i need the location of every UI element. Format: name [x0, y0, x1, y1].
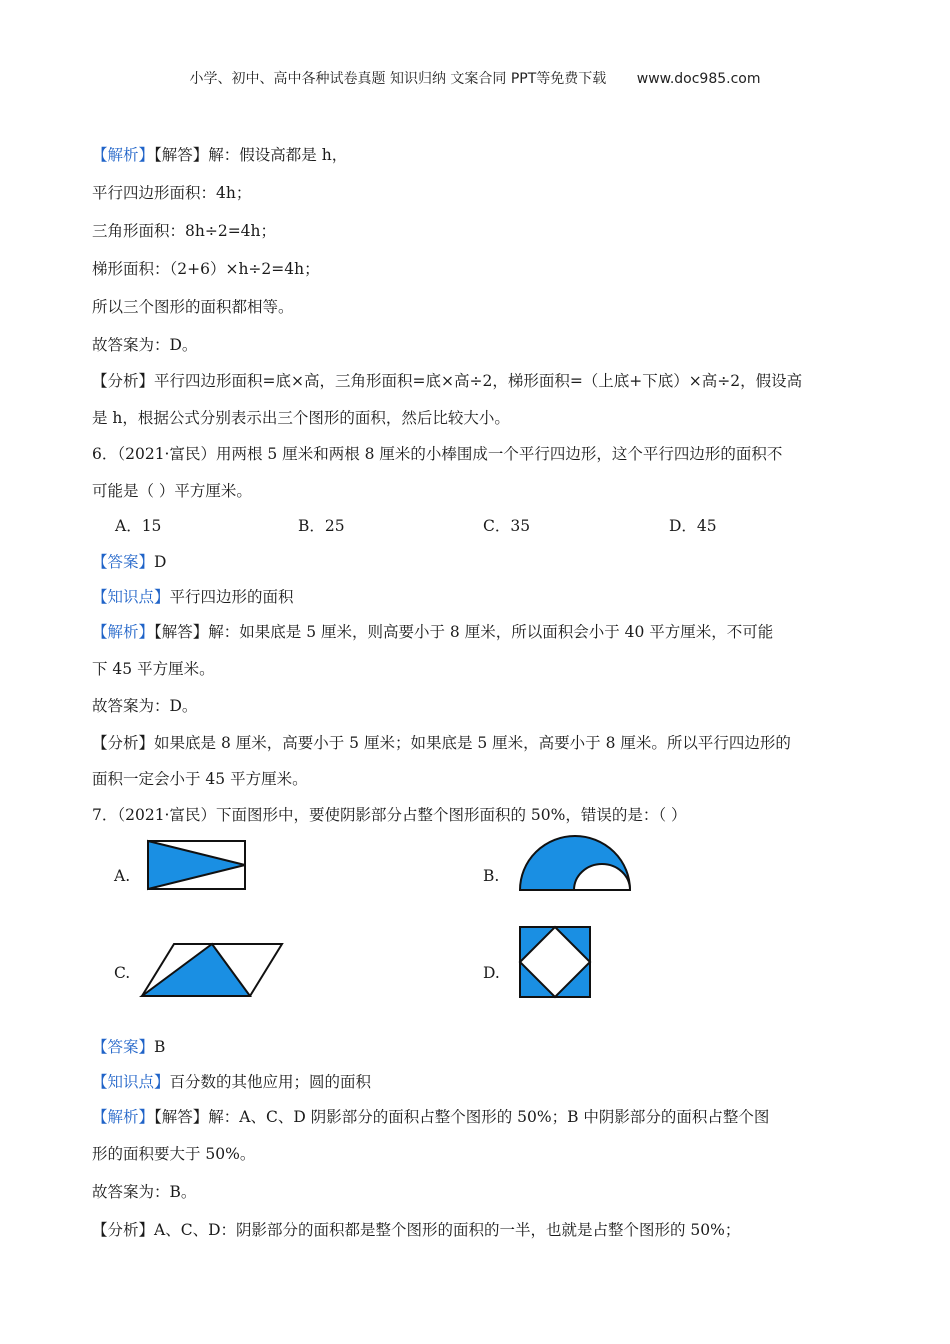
q7-knowledge-line — [92, 1071, 371, 1093]
prev-solution-line-1 — [92, 144, 347, 166]
q7-solution-2: 形的面积要大于 50%。 — [92, 1145, 256, 1163]
q6-solution-2: 下 45 平方厘米。 — [92, 660, 215, 678]
q6-analysis-1: 如果底是 8 厘米，高要小于 5 厘米；如果底是 5 厘米，高要小于 8 厘米。所以平行四边形的 — [154, 734, 791, 752]
q6-knowledge: 平行四边形的面积 — [169, 588, 294, 606]
prev-text-1: 解：假设高都是 h， — [208, 146, 348, 164]
q7-analysis-1: A、C、D：阴影部分的面积都是整个图形的面积的一半，也就是占整个图形的 50%； — [154, 1221, 741, 1239]
tag-fenxi: 【分析】 — [92, 372, 155, 390]
tag-fenxi: 【分析】 — [92, 734, 155, 752]
q6-conclusion: 故答案为：D。 — [92, 697, 198, 715]
tag-fenxi: 【分析】 — [92, 1221, 155, 1239]
q6-stem-1: 6．（2021·富民）用两根 5 厘米和两根 8 厘米的小棒围成一个平行四边形，这个平行四边形的面积不 — [92, 445, 783, 463]
prev-analysis-1: 平行四边形面积=底×高，三角形面积=底×高÷2，梯形面积=（上底+下底）×高÷2，假设高 — [154, 372, 803, 390]
q7-analysis-line-1 — [92, 1219, 740, 1241]
prev-analysis-line-1 — [92, 370, 802, 392]
tag-jieda: 【解答】 — [154, 623, 209, 641]
tag-daan: 【答案】 — [92, 553, 155, 571]
tag-jiexi: 【解析】 — [92, 1108, 155, 1126]
q7-label-a: A. — [114, 867, 131, 885]
q6-stem-2: 可能是（ ）平方厘米。 — [92, 482, 252, 500]
q6-knowledge-line — [92, 586, 294, 608]
tag-zhishidian: 【知识点】 — [92, 588, 170, 606]
q7-answer-line — [92, 1036, 165, 1058]
q6-analysis-2: 面积一定会小于 45 平方厘米。 — [92, 770, 308, 788]
q7-label-c: C. — [114, 964, 131, 982]
header-url[interactable]: www.doc985.com — [636, 71, 761, 87]
tag-jiexi: 【解析】 — [92, 146, 155, 164]
q6-option-b: B．25 — [298, 517, 345, 535]
q6-solution-line-1 — [92, 621, 773, 643]
q7-figure-a — [147, 840, 247, 892]
q6-option-d: D．45 — [669, 517, 717, 535]
q7-label-d: D. — [483, 964, 500, 982]
tag-zhishidian: 【知识点】 — [92, 1073, 170, 1091]
tag-jieda: 【解答】 — [154, 1108, 209, 1126]
q6-option-c: C．35 — [483, 517, 531, 535]
q6-analysis-line-1 — [92, 732, 791, 754]
prev-text-4: 梯形面积：（2+6）×h÷2=4h； — [92, 260, 320, 278]
prev-conclusion: 故答案为：D。 — [92, 336, 198, 354]
q6-answer-line — [92, 551, 166, 573]
q7-solution-line-1 — [92, 1106, 769, 1128]
q7-solution-1: 解：A、C、D 阴影部分的面积占整个图形的 50%；B 中阴影部分的面积占整个图 — [208, 1108, 770, 1126]
q7-figure-d — [518, 925, 592, 999]
q6-option-a: A．15 — [115, 517, 162, 535]
q7-figure-c — [140, 942, 284, 998]
prev-text-3: 三角形面积：8h÷2=4h； — [92, 222, 277, 240]
q7-conclusion: 故答案为：B。 — [92, 1183, 197, 1201]
q7-knowledge: 百分数的其他应用；圆的面积 — [169, 1073, 372, 1091]
q7-figure-b — [518, 834, 632, 892]
q6-solution-1: 解：如果底是 5 厘米，则高要小于 8 厘米，所以面积会小于 40 平方厘米，不可能 — [208, 623, 774, 641]
tag-jieda: 【解答】 — [154, 146, 209, 164]
tag-daan: 【答案】 — [92, 1038, 155, 1056]
prev-text-5: 所以三个图形的面积都相等。 — [92, 298, 294, 316]
tag-jiexi: 【解析】 — [92, 623, 155, 641]
q7-answer: B — [154, 1038, 166, 1056]
header-text: 小学、初中、高中各种试卷真题 知识归纳 文案合同 PPT等免费下载 — [189, 71, 607, 87]
q7-label-b: B. — [483, 867, 500, 885]
prev-analysis-2: 是 h，根据公式分别表示出三个图形的面积，然后比较大小。 — [92, 409, 510, 427]
page-header — [0, 68, 950, 88]
q6-answer: D — [154, 553, 167, 571]
prev-text-2: 平行四边形面积：4h； — [92, 184, 252, 202]
q7-stem: 7．（2021·富民）下面图形中，要使阴影部分占整个图形面积的 50%，错误的是：（ ） — [92, 806, 687, 824]
